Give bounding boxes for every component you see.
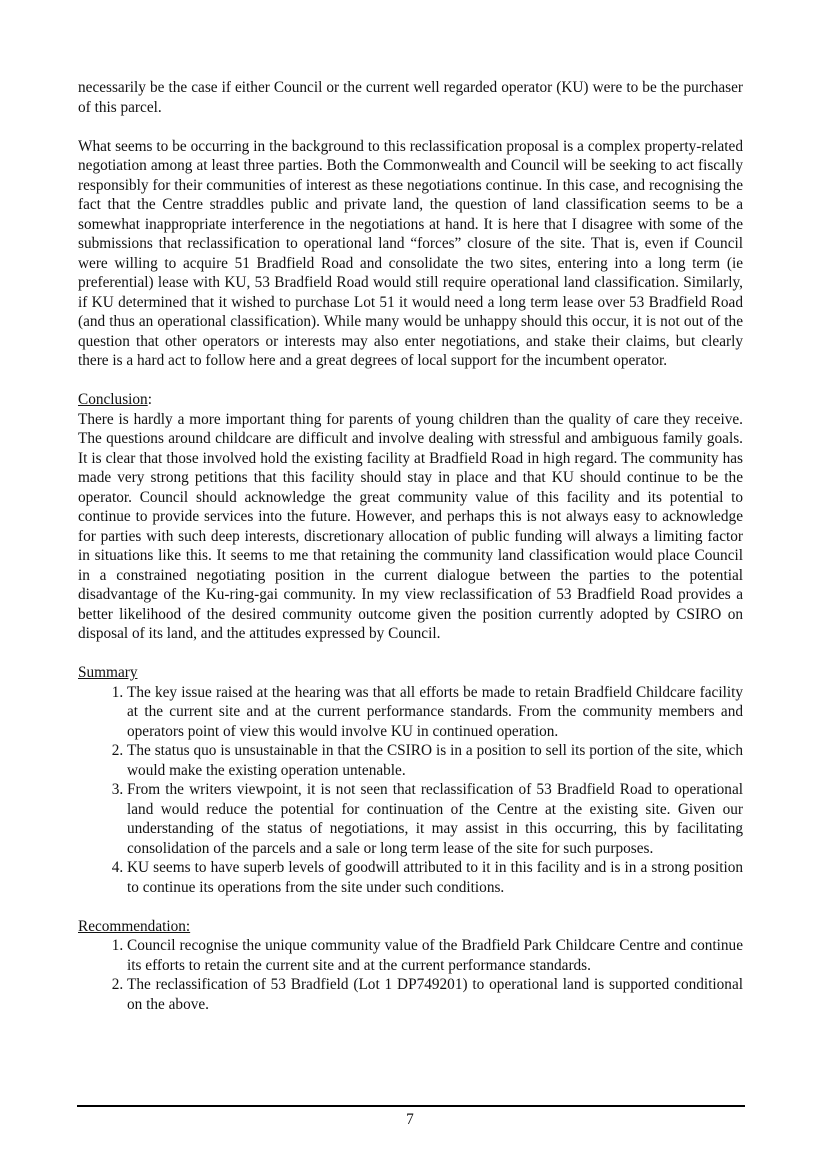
summary-list bbox=[78, 683, 743, 898]
paragraph-gap bbox=[78, 371, 743, 391]
recommendation-item: 2. The reclassification of 53 Bradfield (Lot 1 DP749201) to operational land is supported conditional on the above. bbox=[127, 975, 743, 1014]
conclusion-paragraph: There is hardly a more important thing for parents of young children than the quality of care they receive. The questions around childcare are difficult and involve dealing with stressful and ambiguous family goals. It is clear that those involved hold the existing facility at Bradfield Road in high regard. The community has made very strong petitions that this facility should stay in place and that KU should continue to be the operator. Council should acknowledge the great community value of this facility and its potential to continue to provide services into the future. However, and perhaps this is not always easy to acknowledge for parties with such deep interests, discretionary allocation of public funding will always a limiting factor in situations like this. It seems to me that retaining the community land classification would place Council in a constrained negotiating position in the current dialogue between the parties to the potential disadvantage of the Ku-ring-gai community. In my view reclassification of 53 Bradfield Road provides a better likelihood of the desired community outcome given the position currently adopted by CSIRO on disposal of its land, and the attitudes expressed by Council. bbox=[78, 410, 743, 642]
background-paragraph: What seems to be occurring in the background to this reclassification proposal is a complex property-related negotiation among at least three parties. Both the Commonwealth and Council will be seeking to act fiscally responsibly for their communities of interest as these negotiations continue. In this case, and recognising the fact that the Centre straddles public and private land, the question of land classification seems to be a somewhat inappropriate interference in the negotiations at hand. It is here that I disagree with some of the submissions that reclassification to operational land “forces” closure of the site. That is, even if Council were willing to acquire 51 Bradfield Road and consolidate the two sites, entering into a long term (ie preferential) lease with KU, 53 Bradfield Road would still require operational land classification. Similarly, if KU determined that it wished to purchase Lot 51 it would need a long term lease over 53 Bradfield Road (and thus an operational classification). While many would be unhappy should this occur, it is not out of the question that other operators or interests may also enter negotiations, and stake their claims, but clearly there is a hard act to follow here and a great degrees of local support for the incumbent operator. bbox=[78, 137, 743, 369]
recommendation-heading: Recommendation: bbox=[78, 917, 191, 935]
page-number: 7 bbox=[406, 1111, 414, 1128]
summary-item: 2. The status quo is unsustainable in that the CSIRO is in a position to sell its portion of the site, which would make the existing operation untenable. bbox=[127, 741, 743, 780]
conclusion-section bbox=[78, 390, 743, 644]
intro-paragraph: necessarily be the case if either Council or the current well regarded operator (KU) were to be the purchaser of this parcel. bbox=[78, 79, 743, 116]
page-content bbox=[78, 78, 743, 1014]
summary-item: 1. The key issue raised at the hearing was that all efforts be made to retain Bradfield Childcare facility at the current site and at the current performance standards. From the community members and operators point of view this would involve KU in continued operation. bbox=[127, 683, 743, 742]
summary-heading: Summary bbox=[78, 664, 138, 681]
recommendation-section bbox=[78, 917, 743, 1015]
recommendation-list bbox=[78, 936, 743, 1014]
paragraph-gap bbox=[78, 644, 743, 664]
paragraph-gap bbox=[78, 897, 743, 917]
conclusion-heading: Conclusion bbox=[78, 391, 148, 408]
summary-item: 4. KU seems to have superb levels of goodwill attributed to it in this facility and is in a strong position to continue its operations from the site under such conditions. bbox=[127, 858, 743, 897]
conclusion-heading-line bbox=[78, 390, 743, 410]
recommendation-item: 1. Council recognise the unique community value of the Bradfield Park Childcare Centre and continue its efforts to retain the current site and at the current performance standards. bbox=[127, 936, 743, 975]
paragraph-gap bbox=[78, 117, 743, 137]
summary-item: 3. From the writers viewpoint, it is not seen that reclassification of 53 Bradfield Road to operational land would reduce the potential for continuation of the Centre at the existing site. Given our understanding of the status of negotiations, it may assist in this occurring, this by facilitating consolidation of the parcels and a sale or long term lease of the site for such purposes. bbox=[127, 780, 743, 858]
summary-section bbox=[78, 663, 743, 897]
conclusion-heading-colon: : bbox=[147, 391, 152, 408]
footer-divider bbox=[77, 1105, 745, 1107]
